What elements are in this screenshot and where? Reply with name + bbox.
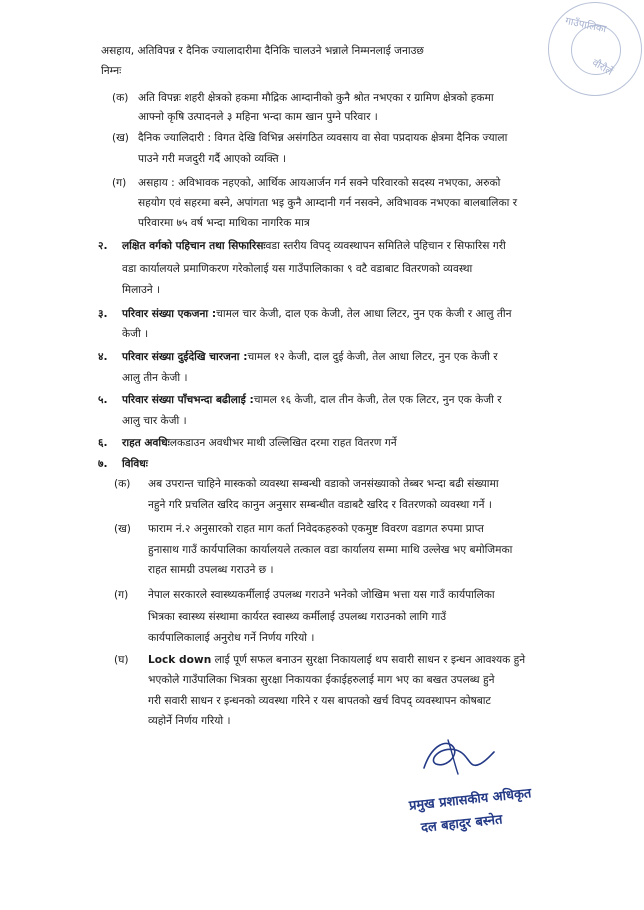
list-item-line: हुनासाथ गाउँ कार्यपालिका कार्यालयले तत्काल वडा कार्यालय सम्मा माथि उल्लेख भए बमोजिमका (148, 544, 513, 556)
section-line: वडा कार्यालयले प्रमाणिकरण गरेकोलाई यस गाउँपालिकाका ९ वटै वडाबाट वितरणको व्यवस्था (122, 263, 473, 275)
list-item-line: परिवारमा ७५ वर्ष भन्दा माथिका नागरिक मात्र (138, 217, 310, 229)
list-item-line: नेपाल सरकारले स्वास्थ्यकर्मीलाई उपलब्ध गराउने भनेको जोखिम भत्ता यस गाउँ कार्यपालिका (148, 589, 495, 601)
list-item-line: दैनिक ज्यालिदारी : विगत देखि विभिन्न असंगठित व्यवसाय वा सेवा पप्रदायक क्षेत्रमा दैनिक ज्याला (138, 132, 508, 144)
list-item-line: व्यहोर्ने निर्णय गरियो । (148, 715, 231, 727)
list-item-line: गरी सवारी साधन र इन्धनको व्यवस्था गरिने र यस बापतको खर्च विपद् व्यवस्थापन कोषबाट (148, 695, 491, 707)
official-stamp (548, 2, 642, 96)
item-label: (ग) (112, 177, 127, 189)
stamp-side-text: वौरौलें (590, 57, 615, 78)
list-item-line: अति विपन्नः शहरी क्षेत्रको हकमा मौद्रिक आम्दानीको कुनै श्रोत नभएका र ग्रामिण क्षेत्रको हकमा (138, 92, 494, 104)
handwritten-signature (418, 734, 498, 780)
list-item-line: कार्यपालिकालाई अनुरोध गर्ने निर्णय गरियो । (148, 632, 315, 644)
section-line (122, 350, 498, 364)
list-item-line: असहाय : अविभावक नहएको, आर्थिक आयआर्जन गर्न सक्ने परिवारको सदस्य नभएका, अरुको (138, 177, 501, 189)
list-item-line: पाउने गरी मजदुरी गर्दै आएको व्यक्ति । (138, 153, 286, 165)
section-line (122, 393, 502, 407)
section-number: ५. (98, 394, 108, 406)
section-number: ३. (98, 308, 108, 320)
list-item-line (148, 653, 525, 667)
list-item-line: भित्रका स्वास्थ्य संस्थामा कार्यरत स्वास्थ्य कर्मीलाई उपलब्ध गराउनको लागि गाउँ (148, 611, 447, 623)
section-line (122, 457, 148, 471)
list-item-line: सहयोग एवं सहरमा बस्ने, अपांगता भइ कुनै आम्दानी गर्न नसक्ने, अविभावक नभएका बालबालिका र (138, 197, 518, 209)
item-label: (ख) (114, 523, 131, 535)
section-number: २. (98, 240, 108, 252)
section-line: आलु तीन केजी । (122, 372, 188, 384)
section-line: केजी । (122, 328, 149, 340)
section-text: चामल १२ केजी, दाल दुई केजी, तेल आधा लिटर, नुन एक केजी र (247, 351, 498, 363)
list-item-line: भएकोले गाउँपालिका भित्रका सुरक्षा निकायका ईकाईहरुलाई माग भए का बखत उपलब्ध हुने (148, 674, 495, 686)
stamp-arc-text: गाउँपालिका (564, 15, 608, 36)
section-heading: राहत अवधिः (122, 437, 170, 449)
section-number: ७. (98, 458, 108, 470)
intro-line-1: असहाय, अतिविपन्न र दैनिक ज्यालादारीमा दैनिकि चालउने भन्नाले निम्मनलाई जनाउछ (101, 45, 424, 57)
list-item-line: राहत सामग्री उपलब्ध गराउने छ । (148, 564, 274, 576)
section-heading: परिवार संख्या पाँचभन्दा बढीलाई : (122, 394, 254, 406)
section-text: लकडाउन अवधीभर माथी उल्लिखित दरमा राहत वितरण गर्ने (169, 437, 397, 449)
section-line (122, 307, 512, 321)
intro-line-2: निम्नः (101, 65, 122, 77)
list-item-line: आफ्नो कृषि उत्पादनले ३ महिना भन्दा काम खान पुग्ने परिवार । (138, 111, 378, 123)
section-line (122, 239, 506, 253)
section-heading: परिवार संख्या एकजना : (122, 308, 217, 320)
list-item-text: लाई पूर्ण सफल बनाउन सुरक्षा निकायलाई थप सवारी साधन र इन्धन आवश्यक हुने (211, 654, 526, 666)
item-label: (क) (112, 92, 129, 104)
section-text: चामल चार केजी, दाल एक केजी, तेल आधा लिटर, नुन एक केजी र आलु तीन (216, 308, 512, 320)
list-item-line: नहुने गरि प्रचलित खरिद कानुन अनुसार सम्बन्धीत वडाबटै खरिद र वितरणको व्यवस्था गर्ने । (148, 499, 492, 511)
item-label: (घ) (114, 654, 129, 666)
section-heading: परिवार संख्या दुईदेखि चारजना : (122, 351, 248, 363)
list-item-line: फाराम नं.२ अनुसारको राहत माग कर्ता निवेदकहरुको एकमुष्ट विवरण वडागत रुपमा प्राप्त (148, 523, 484, 535)
section-line: मिलाउने । (122, 284, 161, 296)
list-item-line: अब उपरान्त चाहिने मास्कको व्यवस्था सम्बन्धी वडाको जनसंख्याको तेब्बर भन्दा बढी संख्यामा (148, 478, 499, 490)
section-text: चामल १६ केजी, दाल तीन केजी, तेल एक लिटर, नुन एक केजी र (253, 394, 502, 406)
section-line: आलु चार केजी । (122, 415, 187, 427)
signatory-title: प्रमुख प्रशासकीय अधिकृत (408, 786, 533, 814)
section-heading: लक्षित वर्गको पहिचान तथा सिफारिसः (122, 240, 266, 252)
section-number: ६. (98, 437, 108, 449)
section-line (122, 436, 397, 450)
lockdown-term: Lock down (148, 654, 212, 666)
section-text: वडा स्तरीय विपद् व्यवस्थापन समितिले पहिचान र सिफारिस गरी (265, 240, 506, 252)
item-label: (ग) (114, 589, 129, 601)
item-label: (क) (114, 478, 131, 490)
section-heading: विविधः (122, 458, 148, 470)
section-number: ४. (98, 351, 108, 363)
signatory-name: दल बहादुर बस्नेत (420, 812, 504, 836)
item-label: (ख) (112, 132, 129, 144)
